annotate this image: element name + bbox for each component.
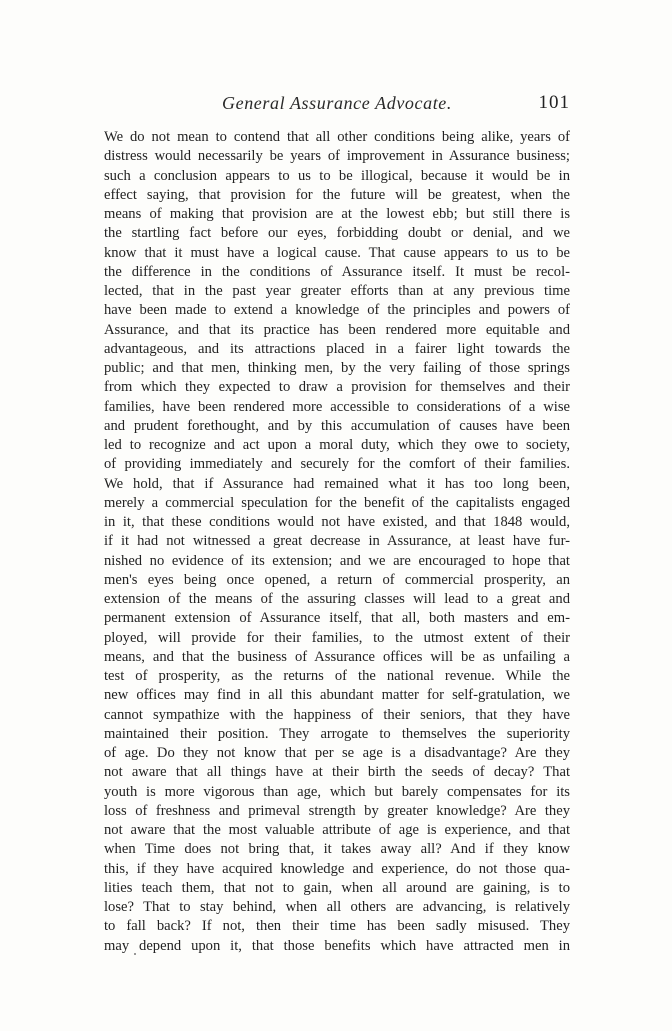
text-line: led to recognize and act upon a moral duty, which they owe to society, [104,437,570,453]
text-line: not aware that the most valuable attribute of age is experience, and that [104,822,570,838]
text-line: merely a commercial speculation for the benefit of the capitalists engaged [104,494,570,511]
paper-speck [134,953,136,955]
text-line: men's eyes being once opened, a return of commercial prosperity, an [104,571,570,588]
text-line: such a conclusion appears to us to be illogical, because it would be in [104,167,570,184]
text-line: the startling fact before our eyes, forbidding doubt or denial, and we [104,225,570,242]
text-line: public; and that men, thinking men, by the very failing of those springs [104,360,570,376]
text-line: know that it must have a logical cause. That cause appears to us to be [104,244,570,261]
text-line: to fall back? If not, then their time has been sadly misused. They [104,918,570,935]
text-line: loss of freshness and primeval strength by greater knowledge? Are they [104,802,570,819]
text-line: lose? That to stay behind, when all others are advancing, is relatively [104,899,570,915]
page-number: 101 [538,92,570,113]
text-line: the difference in the conditions of Assurance itself. It must be recol- [104,263,570,280]
text-line: families, have been rendered more accessible to considerations of a wise [104,398,570,415]
text-line: advantageous, and its attractions placed in a fairer light towards the [104,340,570,357]
text-line: of age. Do they not know that per se age is a disadvantage? Are they [104,745,570,761]
text-line: this, if they have acquired knowledge and experience, do not those qua- [104,860,570,877]
text-line: if it had not witnessed a great decrease in Assurance, at least have fur- [104,533,570,550]
text-line: extension of the means of the assuring classes will lead to a great and [104,591,570,607]
text-line: of providing immediately and securely for the comfort of their families. [104,456,570,473]
text-line: cannot sympathize with the happiness of their seniors, that they have [104,706,570,723]
text-line: effect saying, that provision for the future will be greatest, when the [104,186,570,203]
body-text [104,128,570,956]
text-line: when Time does not bring that, it takes away all? And if they know [104,841,570,858]
text-line: not aware that all things have at their birth the seeds of decay? That [104,764,570,781]
text-line: permanent extension of Assurance itself, that all, both masters and em- [104,610,570,627]
text-line: youth is more vigorous than age, which but barely compensates for its [104,783,570,800]
running-head [104,93,570,119]
text-line: means of making that provision are at the lowest ebb; but still there is [104,206,570,222]
text-line: test of prosperity, as the returns of the national revenue. While the [104,668,570,684]
text-line: distress would necessarily be years of improvement in Assurance business; [104,148,570,165]
text-line: means, and that the business of Assurance offices will be as unfailing a [104,648,570,665]
text-line: nished no evidence of its extension; and we are encouraged to hope that [104,552,570,569]
text-line: in it, that these conditions would not have existed, and that 1848 would, [104,514,570,530]
running-title: General Assurance Advocate. [222,93,452,113]
text-line: Assurance, and that its practice has been rendered more equitable and [104,321,570,338]
text-line: maintained their position. They arrogate to themselves the superiority [104,725,570,742]
text-line: lected, that in the past year greater efforts than at any previous time [104,283,570,299]
text-line: and prudent forethought, and by this accumulation of causes have been [104,417,570,434]
text-line: lities teach them, that not to gain, when all around are gaining, is to [104,879,570,896]
text-line: may depend upon it, that those benefits which have attracted men in [104,937,570,954]
text-line: new offices may find in all this abundant matter for self-gratulation, we [104,687,570,704]
text-line: have been made to extend a knowledge of the principles and powers of [104,302,570,319]
text-line: We do not mean to contend that all other conditions being alike, years of [104,129,570,145]
text-line: ployed, will provide for their families, to the utmost extent of their [104,629,570,646]
text-line: We hold, that if Assurance had remained what it has too long been, [104,475,570,492]
text-line: from which they expected to draw a provision for themselves and their [104,379,570,396]
